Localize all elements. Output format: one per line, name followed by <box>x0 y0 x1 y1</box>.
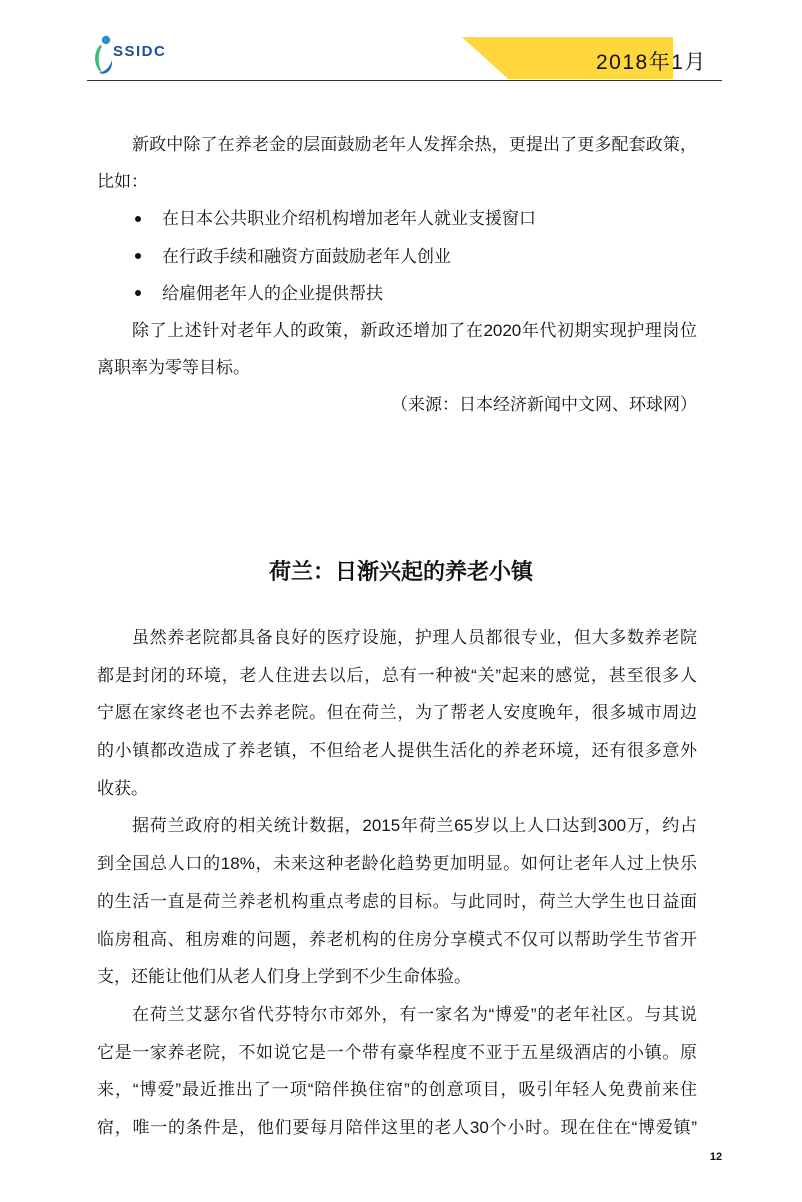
person-swoosh-icon <box>91 33 115 77</box>
source-citation: （来源：日本经济新闻中文网、环球网） <box>391 395 697 415</box>
body-text-line: 新政中除了在养老金的层面鼓励老年人发挥余热，更提出了更多配套政策， <box>132 135 697 154</box>
issue-date: 2018年1月 <box>596 51 707 74</box>
logo-text: SSIDC <box>113 43 167 60</box>
body-text-line: 来，“博爱”最近推出了一项“陪伴换住宿”的创意项目，吸引年轻人免费前来住 <box>97 1080 697 1100</box>
body-text-line: 都是封闭的环境，老人住进去以后，总有一种被“关”起来的感觉，甚至很多人 <box>97 665 697 685</box>
body-text-line: 离职率为零等目标。 <box>97 358 250 378</box>
header-divider <box>87 80 722 81</box>
body-text-line: 在荷兰艾瑟尔省代芬特尔市郊外，有一家名为“博爱”的老年社区。与其说 <box>132 1004 697 1024</box>
body-text-line: 的小镇都改造成了养老镇，不但给老人提供生活化的养老环境，还有很多意外 <box>97 741 697 761</box>
section-netherlands <box>97 619 697 1147</box>
bullet-item <box>97 200 697 237</box>
bullet-dot-icon <box>135 290 141 296</box>
section-japan-policy <box>97 126 697 424</box>
body-text-line: 除了上述针对老年人的政策，新政还增加了在2020年代初期实现护理岗位 <box>132 320 697 340</box>
section-heading: 荷兰：日渐兴起的养老小镇 <box>268 559 533 584</box>
body-text-line: 虽然养老院都具备良好的医疗设施，护理人员都很专业，但大多数养老院 <box>132 628 697 647</box>
body-text-line: 宁愿在家终老也不去养老院。但在荷兰，为了帮老人安度晚年，很多城市周边 <box>97 703 697 723</box>
bullet-dot-icon <box>135 216 141 222</box>
bullet-text: 在日本公共职业介绍机构增加老年人就业支援窗口 <box>162 209 536 229</box>
bullet-text: 给雇佣老年人的企业提供帮扶 <box>162 283 383 303</box>
logo-head <box>102 36 110 44</box>
body-text-line: 据荷兰政府的相关统计数据，2015年荷兰65岁以上人口达到300万，约占 <box>132 816 697 836</box>
body-text-line: 它是一家养老院，不如说它是一个带有豪华程度不亚于五星级酒店的小镇。原 <box>97 1042 697 1062</box>
body-text-line: 临房租高、租房难的问题，养老机构的住房分享模式不仅可以帮助学生节省开 <box>97 929 697 949</box>
body-text-line: 收获。 <box>97 778 148 798</box>
page-number: 12 <box>709 1151 723 1163</box>
bullet-dot-icon <box>135 253 141 259</box>
bullet-item <box>97 238 697 275</box>
bullet-text: 在行政手续和融资方面鼓励老年人创业 <box>162 246 451 266</box>
body-text-line: 支，还能让他们从老人们身上学到不少生命体验。 <box>97 967 471 987</box>
body-text-line: 的生活一直是荷兰养老机构重点考虑的目标。与此同时，荷兰大学生也日益面 <box>97 891 697 911</box>
body-text-line: 到全国总人口的18%，未来这种老龄化趋势更加明显。如何让老年人过上快乐 <box>97 854 697 874</box>
logo-green-arc <box>95 45 103 74</box>
bullet-item <box>97 275 697 312</box>
body-text-line: 比如： <box>97 172 148 192</box>
body-text-line: 宿，唯一的条件是，他们要每月陪伴这里的老人30个小时。现在住在“博爱镇” <box>97 1117 697 1137</box>
